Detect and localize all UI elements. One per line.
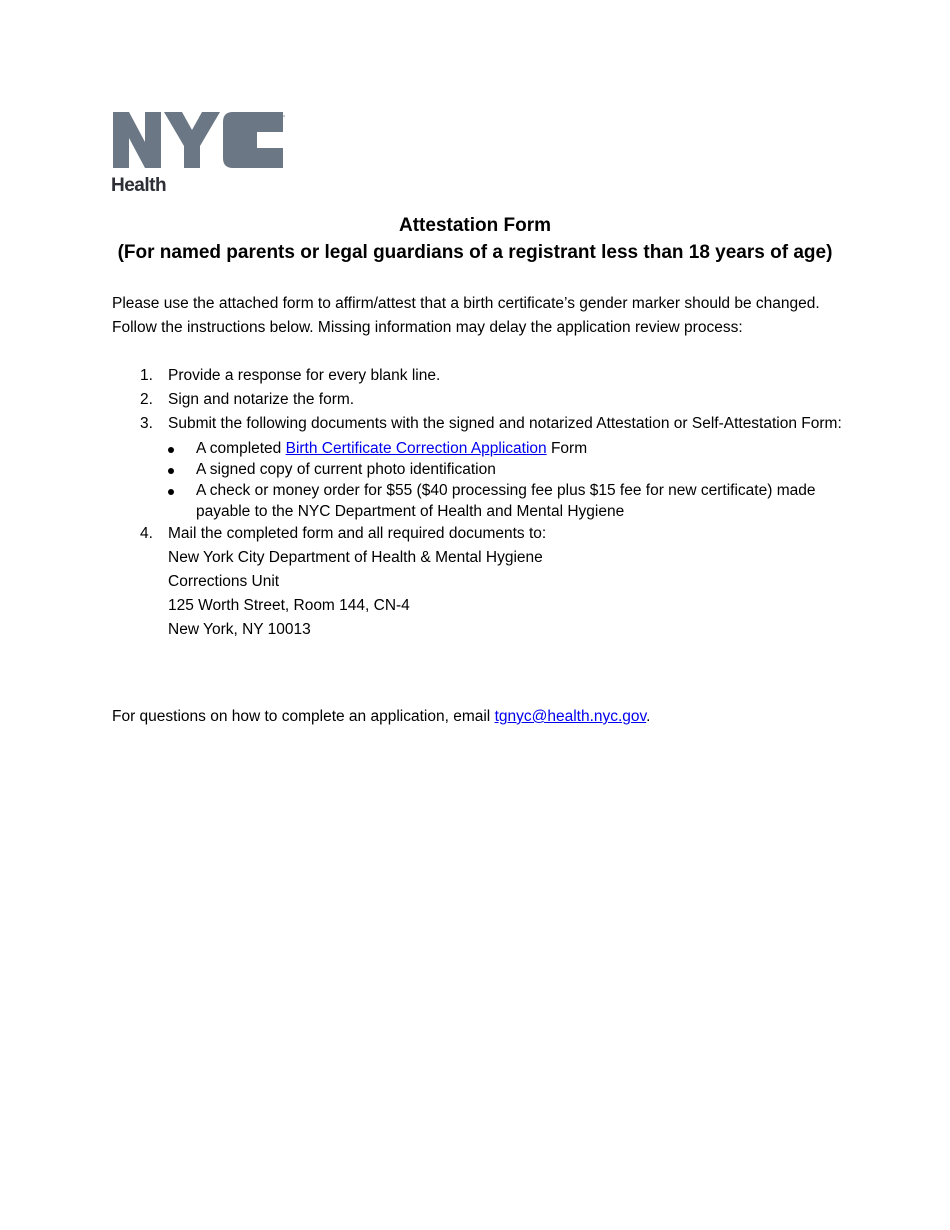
document-text: Form [546,440,588,457]
list-number: 2. [140,391,153,408]
birth-certificate-application-link[interactable]: Birth Certificate Correction Application [285,440,547,457]
document-item [112,459,852,480]
address-line: Corrections Unit [168,573,280,590]
form-subtitle: (For named parents or legal guardians of a registrant less than 18 years of age) [117,242,833,263]
contact-text: For questions on how to complete an application, email [112,708,495,725]
form-title: Attestation Form [399,215,551,236]
address-line: New York, NY 10013 [168,621,311,638]
document-text: A completed [196,440,286,457]
bullet-icon [168,447,174,453]
bullet-icon [168,468,174,474]
document-text: A signed copy of current photo identification [196,461,496,478]
address-line: New York City Department of Health & Mental Hygiene [168,549,543,566]
svg-text:Health: Health [111,175,167,194]
list-number: 4. [140,525,153,542]
document-text: A check or money order for $55 ($40 processing fee plus $15 fee for new certificate) made payable to the NYC Department of Health and Mental Hygiene [196,482,816,520]
list-number: 3. [140,415,153,432]
document-item [112,438,852,459]
contact-email-link[interactable]: tgnyc@health.nyc.gov [494,708,647,725]
mailing-address [112,546,852,642]
document-item [112,480,852,522]
nyc-health-logo [111,110,286,194]
address-line: 125 Worth Street, Room 144, CN-4 [168,597,410,614]
list-item-text: Sign and notarize the form. [168,391,355,408]
contact-text: . [646,708,651,725]
intro-paragraph: Please use the attached form to affirm/attest that a birth certificate’s gender marker should be changed. Follow the instructions below. Missing information may delay the application review process: [112,295,820,336]
instructions-list [112,364,852,642]
list-item [112,364,852,388]
list-item [112,388,852,412]
contact-paragraph [112,705,852,729]
list-item [112,412,852,436]
list-number: 1. [140,367,153,384]
bullet-icon [168,489,174,495]
list-item-text: Provide a response for every blank line. [168,367,441,384]
svg-text:™: ™ [279,115,285,121]
list-item [112,522,852,546]
list-item-text: Submit the following documents with the signed and notarized Attestation or Self-Attestation Form: [168,415,842,432]
list-item-text: Mail the completed form and all required documents to: [168,525,547,542]
